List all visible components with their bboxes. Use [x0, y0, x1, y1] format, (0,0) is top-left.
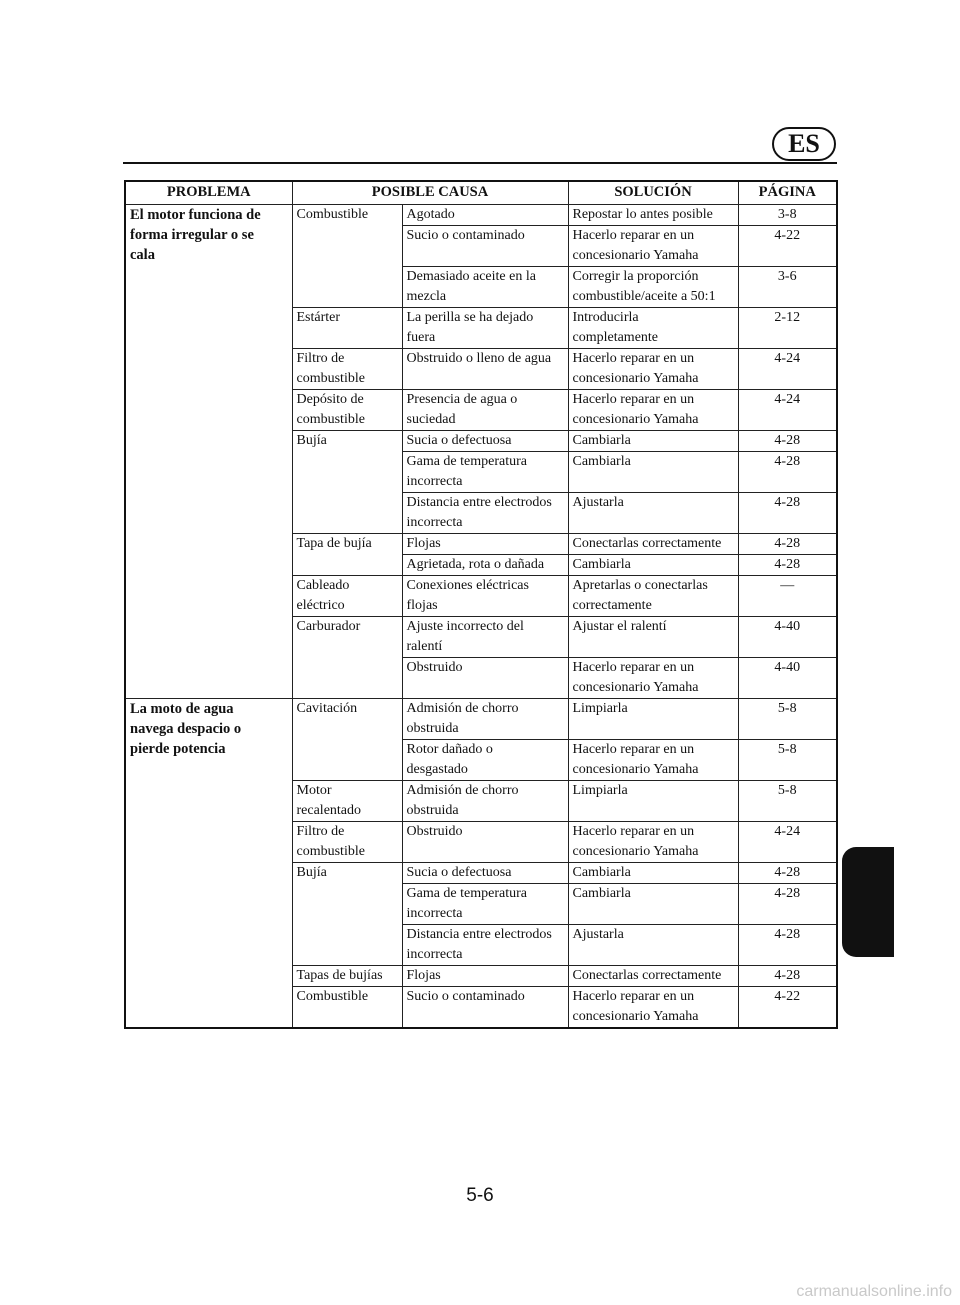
cause-text: Agotado — [406, 207, 455, 222]
cause-cell — [402, 431, 568, 452]
component-cell — [292, 617, 402, 699]
solution-text: Conectarlas correctamente — [572, 968, 722, 983]
cause-cell — [402, 617, 568, 658]
problem-cell — [125, 205, 292, 699]
page-ref-cell: 4-22 — [738, 987, 837, 1029]
solution-text: concesionario Yamaha — [572, 844, 699, 859]
solution-cell — [568, 205, 738, 226]
solution-text: Cambiarla — [572, 557, 631, 572]
component-cell — [292, 205, 402, 308]
cause-cell — [402, 822, 568, 863]
page-ref-cell: 4-40 — [738, 617, 837, 658]
cause-text: flojas — [406, 598, 438, 613]
cause-cell — [402, 658, 568, 699]
solution-text: Conectarlas correctamente — [572, 536, 722, 551]
component-cell — [292, 576, 402, 617]
cause-cell — [402, 925, 568, 966]
problem-text: pierde potencia — [130, 741, 226, 757]
solution-text: Repostar lo antes posible — [572, 207, 713, 222]
component-cell — [292, 863, 402, 966]
solution-text: Cambiarla — [572, 433, 631, 448]
component-text: Tapa de bujía — [296, 536, 372, 551]
solution-cell — [568, 308, 738, 349]
page-ref-cell: 4-28 — [738, 452, 837, 493]
solution-text: concesionario Yamaha — [572, 248, 699, 263]
chapter-tab — [842, 847, 894, 957]
cause-text: Agrietada, rota o dañada — [406, 557, 545, 572]
cause-cell — [402, 740, 568, 781]
solution-text: completamente — [572, 330, 659, 345]
page-ref-cell: 3-8 — [738, 205, 837, 226]
solution-text: combustible/aceite a 50:1 — [572, 289, 716, 304]
component-text: Depósito de — [296, 392, 364, 407]
cause-cell — [402, 534, 568, 555]
solution-text: Apretarlas o conectarlas — [572, 578, 708, 593]
solution-cell — [568, 349, 738, 390]
page-ref-cell: 5-8 — [738, 781, 837, 822]
solution-text: Ajustarla — [572, 927, 624, 942]
component-text: Tapas de bujías — [296, 968, 383, 983]
component-text: Combustible — [296, 207, 369, 222]
header-rule — [123, 162, 837, 164]
cause-cell — [402, 699, 568, 740]
solution-cell — [568, 925, 738, 966]
component-cell — [292, 987, 402, 1029]
solution-text: Ajustar el ralentí — [572, 619, 667, 634]
component-cell — [292, 781, 402, 822]
component-text: Estárter — [296, 310, 341, 325]
component-text: combustible — [296, 844, 365, 859]
cause-text: obstruida — [406, 721, 459, 736]
solution-cell — [568, 576, 738, 617]
cause-text: Sucia o defectuosa — [406, 433, 512, 448]
problem-cell — [125, 699, 292, 1029]
cause-text: Gama de temperatura — [406, 454, 527, 469]
component-text: combustible — [296, 412, 365, 427]
component-text: Combustible — [296, 989, 369, 1004]
cause-text: obstruida — [406, 803, 459, 818]
component-text: Bujía — [296, 433, 327, 448]
component-cell — [292, 349, 402, 390]
solution-cell — [568, 658, 738, 699]
page-ref-cell: 4-28 — [738, 925, 837, 966]
solution-text: Introducirla — [572, 310, 639, 325]
page-ref-cell: 4-40 — [738, 658, 837, 699]
solution-cell — [568, 452, 738, 493]
cause-text: incorrecta — [406, 515, 463, 530]
component-cell — [292, 431, 402, 534]
cause-text: Sucia o defectuosa — [406, 865, 512, 880]
page-ref-cell: 2-12 — [738, 308, 837, 349]
component-text: Motor — [296, 783, 332, 798]
page-ref-cell: 4-28 — [738, 493, 837, 534]
cause-cell — [402, 390, 568, 431]
solution-cell — [568, 390, 738, 431]
page-ref-cell: 4-28 — [738, 555, 837, 576]
solution-cell — [568, 863, 738, 884]
solution-cell — [568, 267, 738, 308]
component-cell — [292, 966, 402, 987]
cause-text: Flojas — [406, 968, 441, 983]
cause-text: Demasiado aceite en la — [406, 269, 536, 284]
problem-text: La moto de agua — [130, 701, 234, 717]
cause-text: Flojas — [406, 536, 441, 551]
watermark: carmanualsonline.info — [796, 1283, 952, 1300]
solution-cell — [568, 781, 738, 822]
cause-text: fuera — [406, 330, 436, 345]
solution-text: concesionario Yamaha — [572, 412, 699, 427]
column-header-problem: PROBLEMA — [125, 181, 292, 205]
cause-cell — [402, 267, 568, 308]
problem-text: forma irregular o se — [130, 227, 254, 243]
solution-text: Corregir la proporción — [572, 269, 699, 284]
column-header-solution: SOLUCIÓN — [568, 181, 738, 205]
solution-cell — [568, 617, 738, 658]
cause-text: Rotor dañado o — [406, 742, 493, 757]
page-ref-cell: 4-24 — [738, 390, 837, 431]
cause-text: Sucio o contaminado — [406, 228, 525, 243]
page-ref-cell: 5-8 — [738, 699, 837, 740]
component-text: Bujía — [296, 865, 327, 880]
problem-text: navega despacio o — [130, 721, 242, 737]
solution-cell — [568, 822, 738, 863]
table-row — [125, 699, 837, 740]
cause-text: Admisión de chorro — [406, 701, 519, 716]
solution-cell — [568, 555, 738, 576]
solution-text: Cambiarla — [572, 454, 631, 469]
table-row — [125, 205, 837, 226]
table-header-row — [125, 181, 837, 205]
page-ref-cell: 4-28 — [738, 431, 837, 452]
component-text: Cavitación — [296, 701, 358, 716]
component-text: Carburador — [296, 619, 361, 634]
component-text: combustible — [296, 371, 365, 386]
component-cell — [292, 822, 402, 863]
cause-text: incorrecta — [406, 474, 463, 489]
solution-text: Limpiarla — [572, 783, 628, 798]
page-number: 5-6 — [466, 1185, 494, 1206]
solution-text: Hacerlo reparar en un — [572, 228, 695, 243]
solution-text: concesionario Yamaha — [572, 762, 699, 777]
solution-cell — [568, 699, 738, 740]
cause-text: incorrecta — [406, 947, 463, 962]
cause-cell — [402, 452, 568, 493]
cause-text: Ajuste incorrecto del — [406, 619, 524, 634]
solution-text: Hacerlo reparar en un — [572, 660, 695, 675]
cause-cell — [402, 205, 568, 226]
solution-cell — [568, 966, 738, 987]
component-text: eléctrico — [296, 598, 345, 613]
page-ref-cell: 4-24 — [738, 349, 837, 390]
solution-cell — [568, 987, 738, 1029]
table-body — [125, 205, 837, 1029]
problem-text: cala — [130, 247, 155, 263]
page-ref-cell: 4-28 — [738, 534, 837, 555]
cause-cell — [402, 349, 568, 390]
component-text: Filtro de — [296, 351, 345, 366]
page-ref-cell: 4-28 — [738, 863, 837, 884]
component-text: Cableado — [296, 578, 350, 593]
cause-text: suciedad — [406, 412, 456, 427]
column-header-cause: POSIBLE CAUSA — [292, 181, 568, 205]
solution-cell — [568, 226, 738, 267]
solution-cell — [568, 534, 738, 555]
solution-text: Hacerlo reparar en un — [572, 351, 695, 366]
page-ref-cell: — — [738, 576, 837, 617]
solution-text: Hacerlo reparar en un — [572, 742, 695, 757]
cause-cell — [402, 555, 568, 576]
cause-cell — [402, 884, 568, 925]
page-ref-cell: 4-28 — [738, 884, 837, 925]
component-text: Filtro de — [296, 824, 345, 839]
cause-cell — [402, 863, 568, 884]
cause-text: Gama de temperatura — [406, 886, 527, 901]
solution-cell — [568, 740, 738, 781]
solution-text: correctamente — [572, 598, 652, 613]
solution-text: concesionario Yamaha — [572, 680, 699, 695]
cause-text: Admisión de chorro — [406, 783, 519, 798]
cause-text: Distancia entre electrodos — [406, 927, 552, 942]
component-cell — [292, 534, 402, 576]
solution-text: Hacerlo reparar en un — [572, 392, 695, 407]
solution-text: Ajustarla — [572, 495, 624, 510]
component-text: recalentado — [296, 803, 362, 818]
component-cell — [292, 390, 402, 431]
cause-text: La perilla se ha dejado — [406, 310, 534, 325]
solution-text: concesionario Yamaha — [572, 1009, 699, 1024]
solution-text: Hacerlo reparar en un — [572, 824, 695, 839]
solution-text: concesionario Yamaha — [572, 371, 699, 386]
component-cell — [292, 308, 402, 349]
cause-text: Distancia entre electrodos — [406, 495, 552, 510]
troubleshooting-table — [124, 180, 838, 1029]
cause-text: incorrecta — [406, 906, 463, 921]
language-badge: ES — [772, 127, 836, 161]
cause-text: Obstruido — [406, 660, 463, 675]
solution-text: Hacerlo reparar en un — [572, 989, 695, 1004]
cause-cell — [402, 226, 568, 267]
solution-cell — [568, 493, 738, 534]
solution-text: Cambiarla — [572, 865, 631, 880]
cause-text: ralentí — [406, 639, 443, 654]
solution-cell — [568, 431, 738, 452]
cause-text: Obstruido o lleno de agua — [406, 351, 552, 366]
cause-cell — [402, 576, 568, 617]
solution-cell — [568, 884, 738, 925]
cause-cell — [402, 966, 568, 987]
page-ref-cell: 5-8 — [738, 740, 837, 781]
solution-text: Limpiarla — [572, 701, 628, 716]
cause-cell — [402, 308, 568, 349]
page-ref-cell: 4-22 — [738, 226, 837, 267]
solution-text: Cambiarla — [572, 886, 631, 901]
page-ref-cell: 4-24 — [738, 822, 837, 863]
page-ref-cell: 3-6 — [738, 267, 837, 308]
problem-text: El motor funciona de — [130, 207, 261, 223]
cause-text: Obstruido — [406, 824, 463, 839]
cause-text: mezcla — [406, 289, 447, 304]
cause-text: desgastado — [406, 762, 468, 777]
column-header-page: PÁGINA — [738, 181, 837, 205]
cause-cell — [402, 987, 568, 1029]
cause-cell — [402, 493, 568, 534]
page-ref-cell: 4-28 — [738, 966, 837, 987]
cause-text: Sucio o contaminado — [406, 989, 525, 1004]
cause-text: Conexiones eléctricas — [406, 578, 529, 593]
cause-cell — [402, 781, 568, 822]
component-cell — [292, 699, 402, 781]
cause-text: Presencia de agua o — [406, 392, 518, 407]
